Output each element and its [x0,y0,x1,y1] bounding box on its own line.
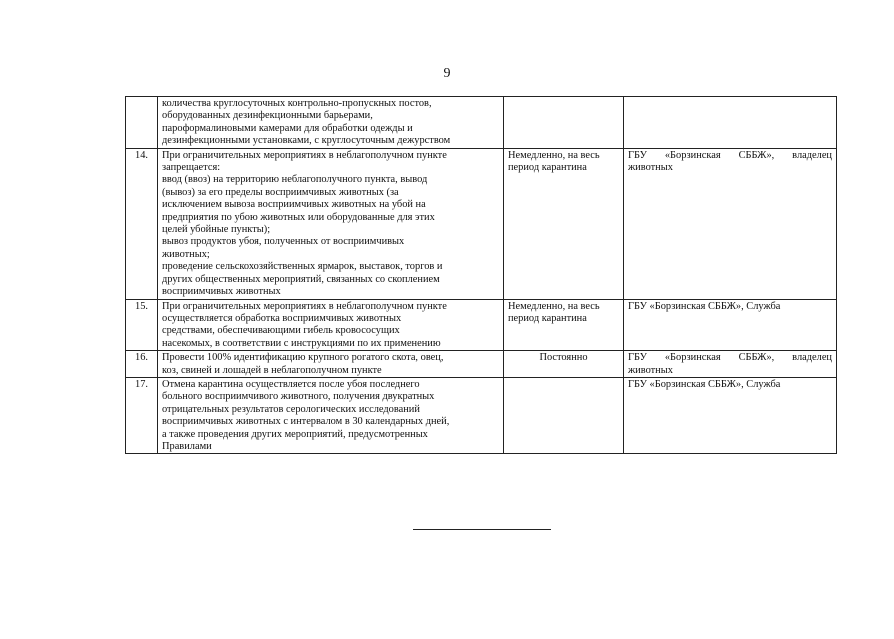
text-line: Правилами [162,440,212,452]
page-number: 9 [443,66,451,81]
measure-text [158,97,504,149]
measures-table [125,96,837,454]
row-number [126,97,158,149]
text-line: дезинфекционными установками, с круглосуточным дежурством [162,135,451,147]
signature-divider [413,529,551,530]
text-line: а также проведения других мероприятий, предусмотренных [162,428,428,440]
text-line: животных; [162,248,210,260]
deadline-cell [504,377,624,453]
measure-text [158,299,504,351]
table-row [126,377,837,453]
text-line: количества круглосуточных контрольно-пропускных постов, [162,98,432,109]
text-line: Провести 100% идентификацию крупного рогатого скота, овец, [162,352,444,364]
text-line: пароформалиновыми камерами для обработки одежды и [162,122,413,134]
row-number: 16. [126,351,158,378]
table-row [126,97,837,149]
text-line: проведение сельскохозяйственных ярмарок, выставок, торгов и [162,261,443,273]
measure-text [158,148,504,299]
deadline-cell [504,97,624,149]
deadline-cell: Немедленно, на весь период карантина [504,299,624,351]
text-line: коз, свиней и лошадей в неблагополучном пункте [162,364,382,376]
text-line: других общественных мероприятий, связанных со скоплением [162,273,440,285]
row-number: 15. [126,299,158,351]
table-row [126,351,837,378]
row-number: 17. [126,377,158,453]
row-number: 14. [126,148,158,299]
text-line: ввод (ввоз) на территорию неблагополучного пункта, вывод [162,174,428,186]
measure-text [158,351,504,378]
responsible-cell: ГБУ «Борзинская СББЖ», владелец животных [624,148,837,299]
measure-text [158,377,504,453]
text-line: оборудованных дезинфекционными барьерами, [162,110,373,122]
table-row [126,299,837,351]
text-line: вывоз продуктов убоя, полученных от восприимчивых [162,236,405,248]
text-line: Отмена карантина осуществляется после убоя последнего [162,378,420,390]
table-row [126,148,837,299]
responsible-cell: ГБУ «Борзинская СББЖ», владелец животных [624,351,837,378]
text-line: предприятия по убою животных или оборудованные для этих [162,211,435,223]
text-line: отрицательных результатов серологических исследований [162,403,420,415]
text-line: больного восприимчивого животного, получения двукратных [162,391,435,403]
deadline-cell: Немедленно, на весь период карантина [504,148,624,299]
text-line: восприимчивых животных [162,286,281,298]
text-line: средствами, обеспечивающими гибель кровососущих [162,325,400,337]
text-line: осуществляется обработка восприимчивых животных [162,312,402,324]
responsible-cell: ГБУ «Борзинская СББЖ», Служба [624,299,837,351]
text-line: исключением вывоза восприимчивых животных на убой на [162,199,426,211]
text-line: При ограничительных мероприятиях в неблагополучном пункте [162,149,447,161]
text-line: запрещается: [162,162,221,174]
responsible-cell [624,97,837,149]
deadline-cell: Постоянно [504,351,624,378]
text-line: восприимчивых животных с интервалом в 30 календарных дней, [162,416,450,428]
text-line: (вывоз) за его пределы восприимчивых животных (за [162,186,399,198]
text-line: При ограничительных мероприятиях в неблагополучном пункте [162,300,447,312]
text-line: насекомых, в соответствии с инструкциями по их применению [162,337,441,349]
text-line: целей убойные пункты); [162,224,271,236]
responsible-cell: ГБУ «Борзинская СББЖ», Служба [624,377,837,453]
